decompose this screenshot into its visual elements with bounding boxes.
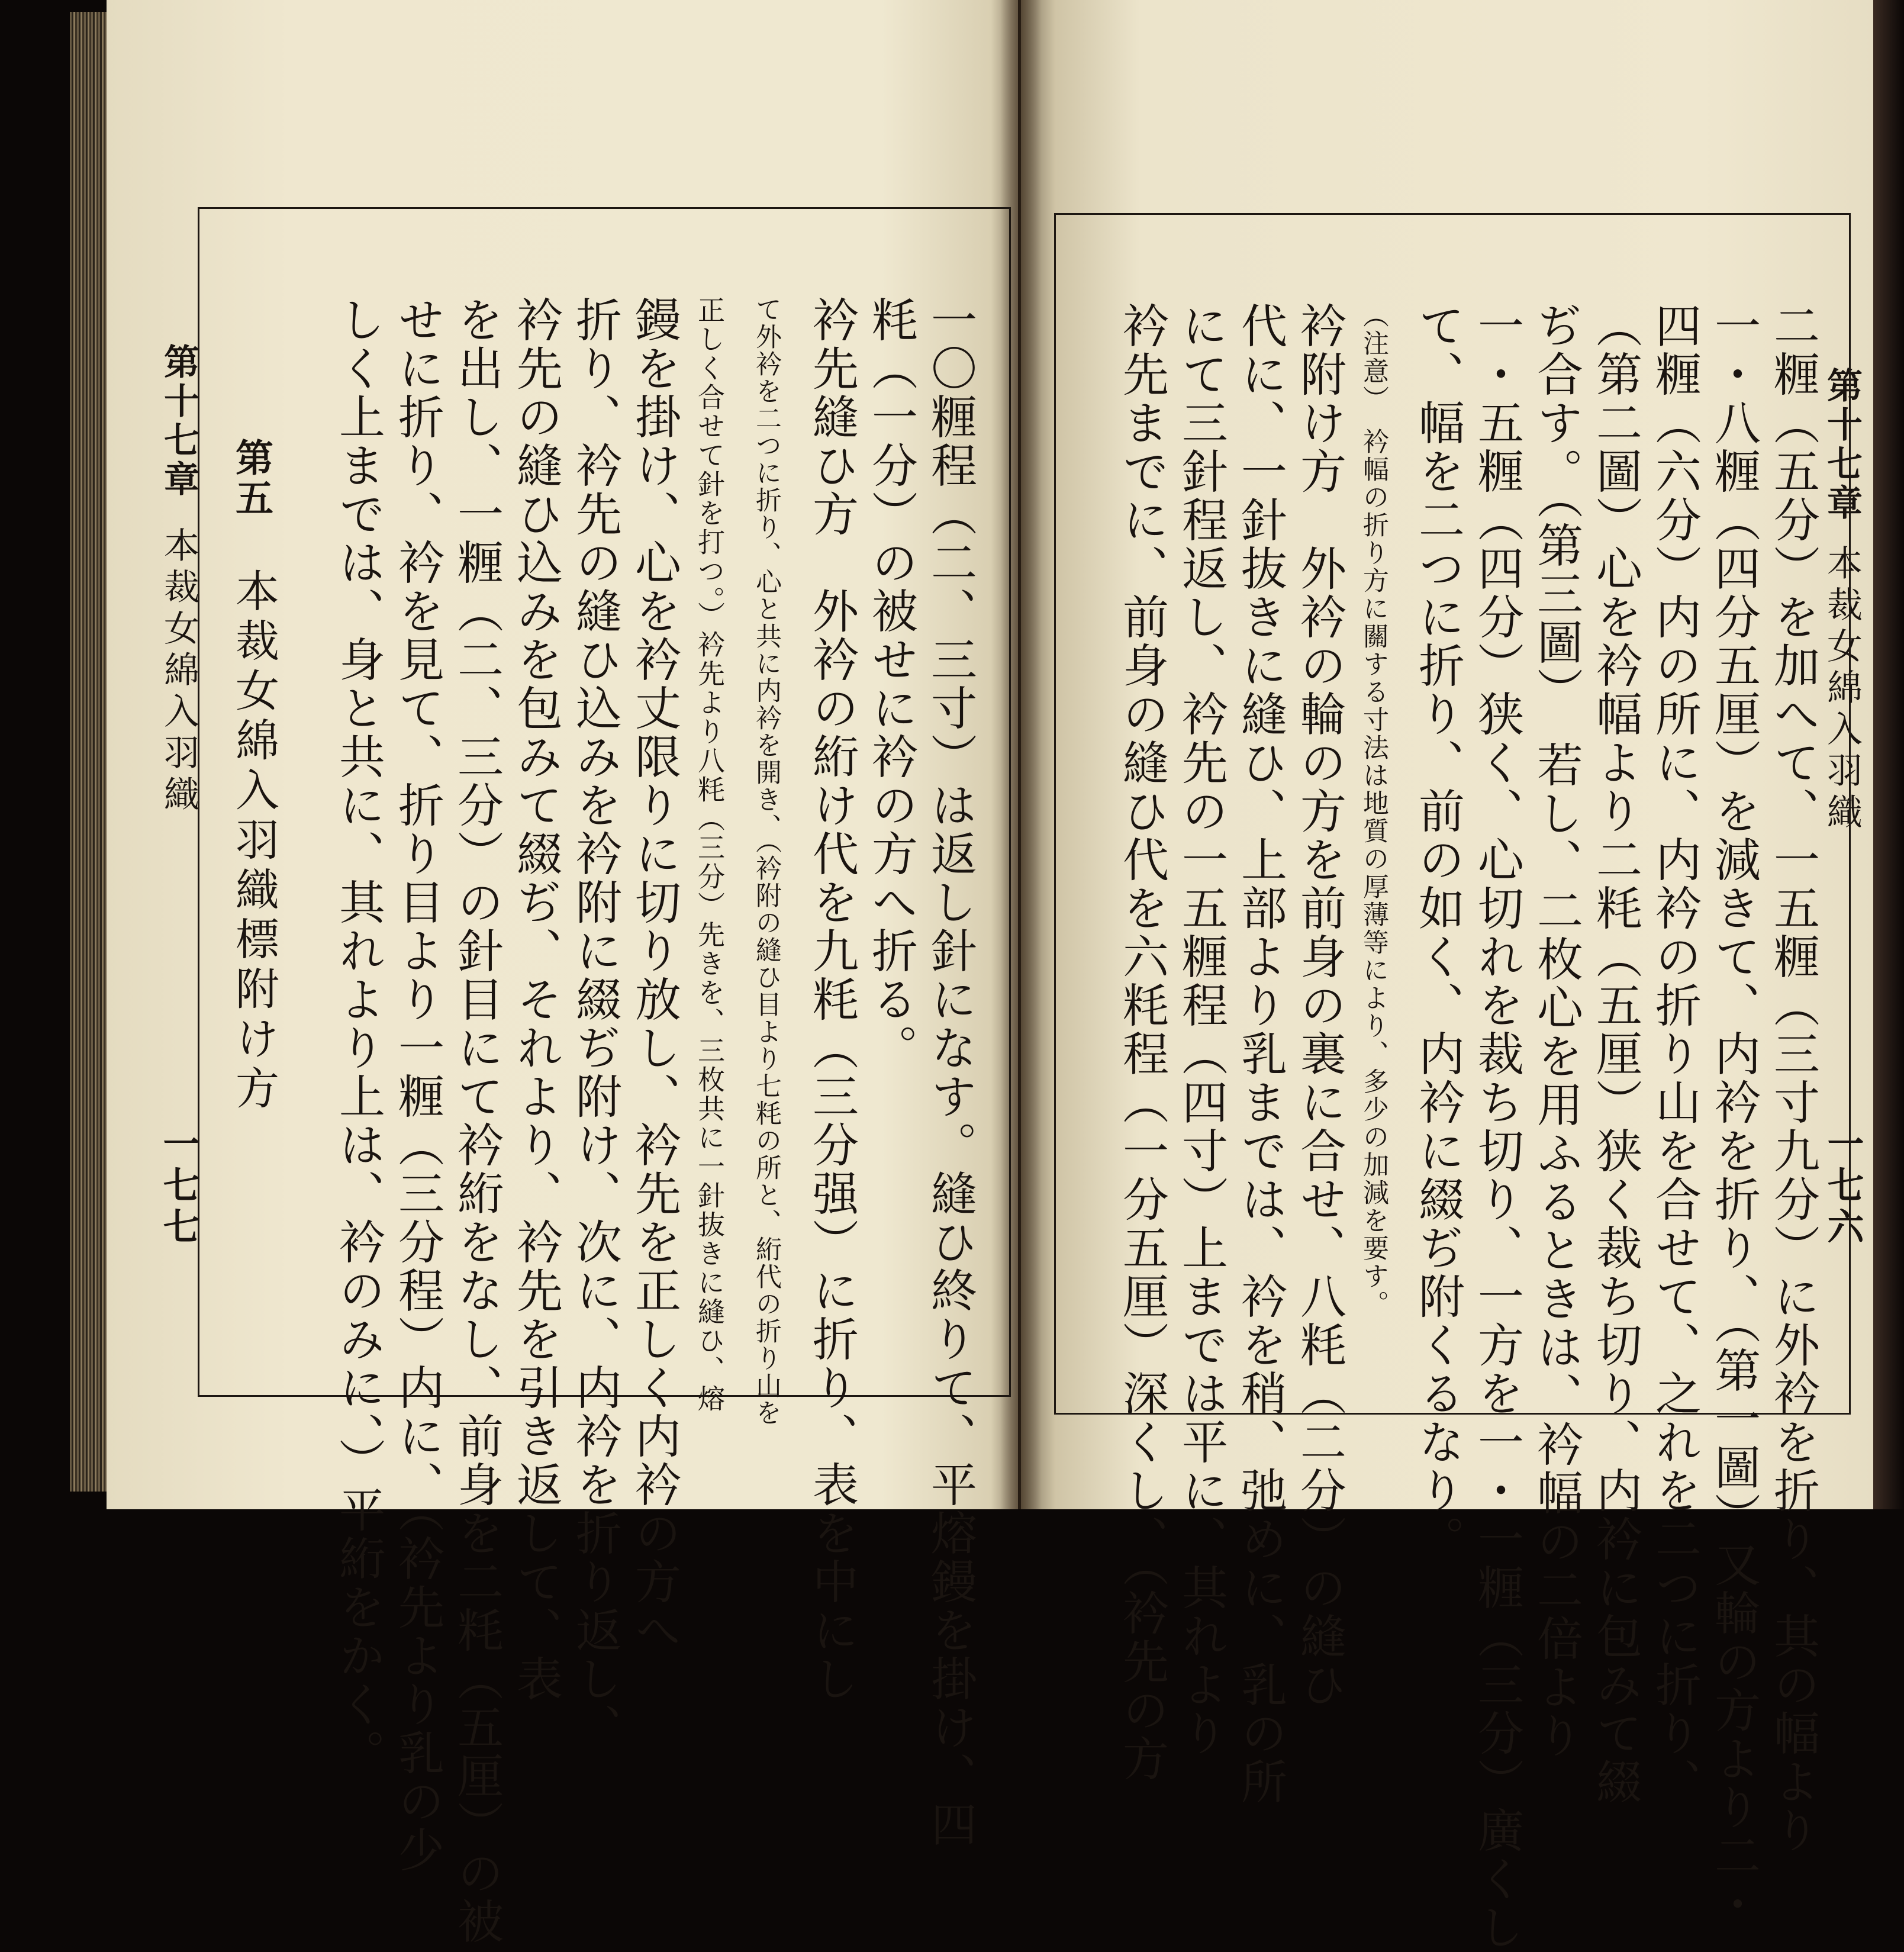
- left-header-chapter: 第十七章: [158, 343, 199, 500]
- left-col-1: 一〇糎程（二、三寸）は返し針になす。縫ひ終りて、平熔鏝を掛け、四: [923, 296, 977, 1849]
- right-col-4: （第二圖）心を衿幅より二粍（五厘）狭く裁ち切り、内衿に包みて綴: [1589, 302, 1642, 1806]
- right-col-8-note: （注意） 衿幅の折り方に關する寸法は地質の厚薄等により、多少の加減を要す。: [1358, 302, 1388, 1318]
- left-col-6: 鏝を掛け、心を衿丈限りに切り放し、衿先を正しく内衿の方へ: [627, 296, 681, 1655]
- left-col-11: しく上までは、身と共に、其れより上は、衿のみに、）平絎をかく。: [331, 296, 385, 1777]
- right-col-12: 衿先までに、前身の縫ひ代を六粍程（一分五厘）深くし、（衿先の方: [1115, 302, 1168, 1783]
- left-col-4: て外衿を二つに折り、心と共に内衿を開き、（衿附の縫ひ目より七粍の所と、絎代の折り山を: [751, 296, 781, 1426]
- right-col-2: 一・八糎（四分五厘）を減きて、内衿を折り、（第一圖）又輪の方より二・: [1707, 302, 1760, 1929]
- right-col-6: 一・五糎（四分）狭く、心切れを裁ち切り、一方を一・一糎（三分）廣くし: [1470, 302, 1523, 1952]
- left-col-7: 折り、衿先の縫ひ込みを衿附に綴ぢ附け、次に、内衿を折り返し、: [568, 296, 621, 1752]
- right-col-1: 二糎（五分）を加へて、一五糎（三寸九分）に外衿を折り、其の幅より: [1766, 302, 1819, 1855]
- right-col-11: にて三針程返し、衿先の一五糎程（四寸）上までは平に、其れより: [1174, 302, 1228, 1758]
- left-header-title: 本裁女綿入羽織: [158, 527, 199, 817]
- right-col-9: 衿附け方 外衿の輪の方を前身の裏に合せ、八粍（二分）の縫ひ: [1293, 302, 1346, 1709]
- right-header-chapter: 第十七章: [1821, 367, 1863, 523]
- left-col-10: せに折り、衿を見て、折り目より一糎（三分程）内に、（衿先より乳の少: [391, 296, 444, 1874]
- right-col-7: て、幅を二つに折り、前の如く、内衿に綴ぢ附くるなり。: [1411, 302, 1464, 1564]
- section-title: 本裁女綿入羽織標附け方: [228, 568, 279, 1115]
- right-edge-shadow: [1873, 0, 1904, 1509]
- right-col-3: 四糎（六分）内の所に、内衿の折り山を合せて、之れを二つに折り、: [1648, 302, 1701, 1806]
- right-col-10: 代に、一針抜きに縫ひ、上部より乳までは、衿を稍、弛めに、乳の所: [1233, 302, 1287, 1806]
- right-header-title: 本裁女綿入羽織: [1821, 545, 1863, 835]
- left-col-8: 衿先の縫ひ込みを包みて綴ぢ、それより、衿先を引き返して、表: [509, 296, 562, 1703]
- left-col-9: を出し、一糎（二、三分）の針目にて衿絎をなし、前身を二粍（五厘）の被: [450, 296, 503, 1946]
- left-col-2: 粍（一分）の被せに衿の方へ折る。: [864, 296, 917, 1072]
- section-label: 第五: [229, 438, 273, 518]
- right-page-number: 一七六: [1821, 1125, 1864, 1249]
- left-page-number: 一七七: [157, 1125, 200, 1249]
- left-col-5: 正しく合せて針を打つ。）衿先より八粍（三分）先きを、三枚共に一針抜きに縫ひ、熔: [694, 296, 726, 1413]
- left-col-3: 衿先縫ひ方 外衿の絎け代を九粍（三分强）に折り、表を中にし: [805, 296, 858, 1703]
- right-col-5: ぢ合す。（第三圖） 若し、二枚心を用ふるときは、衿幅の二倍より: [1529, 302, 1583, 1760]
- page-stack-edges: [70, 12, 111, 1492]
